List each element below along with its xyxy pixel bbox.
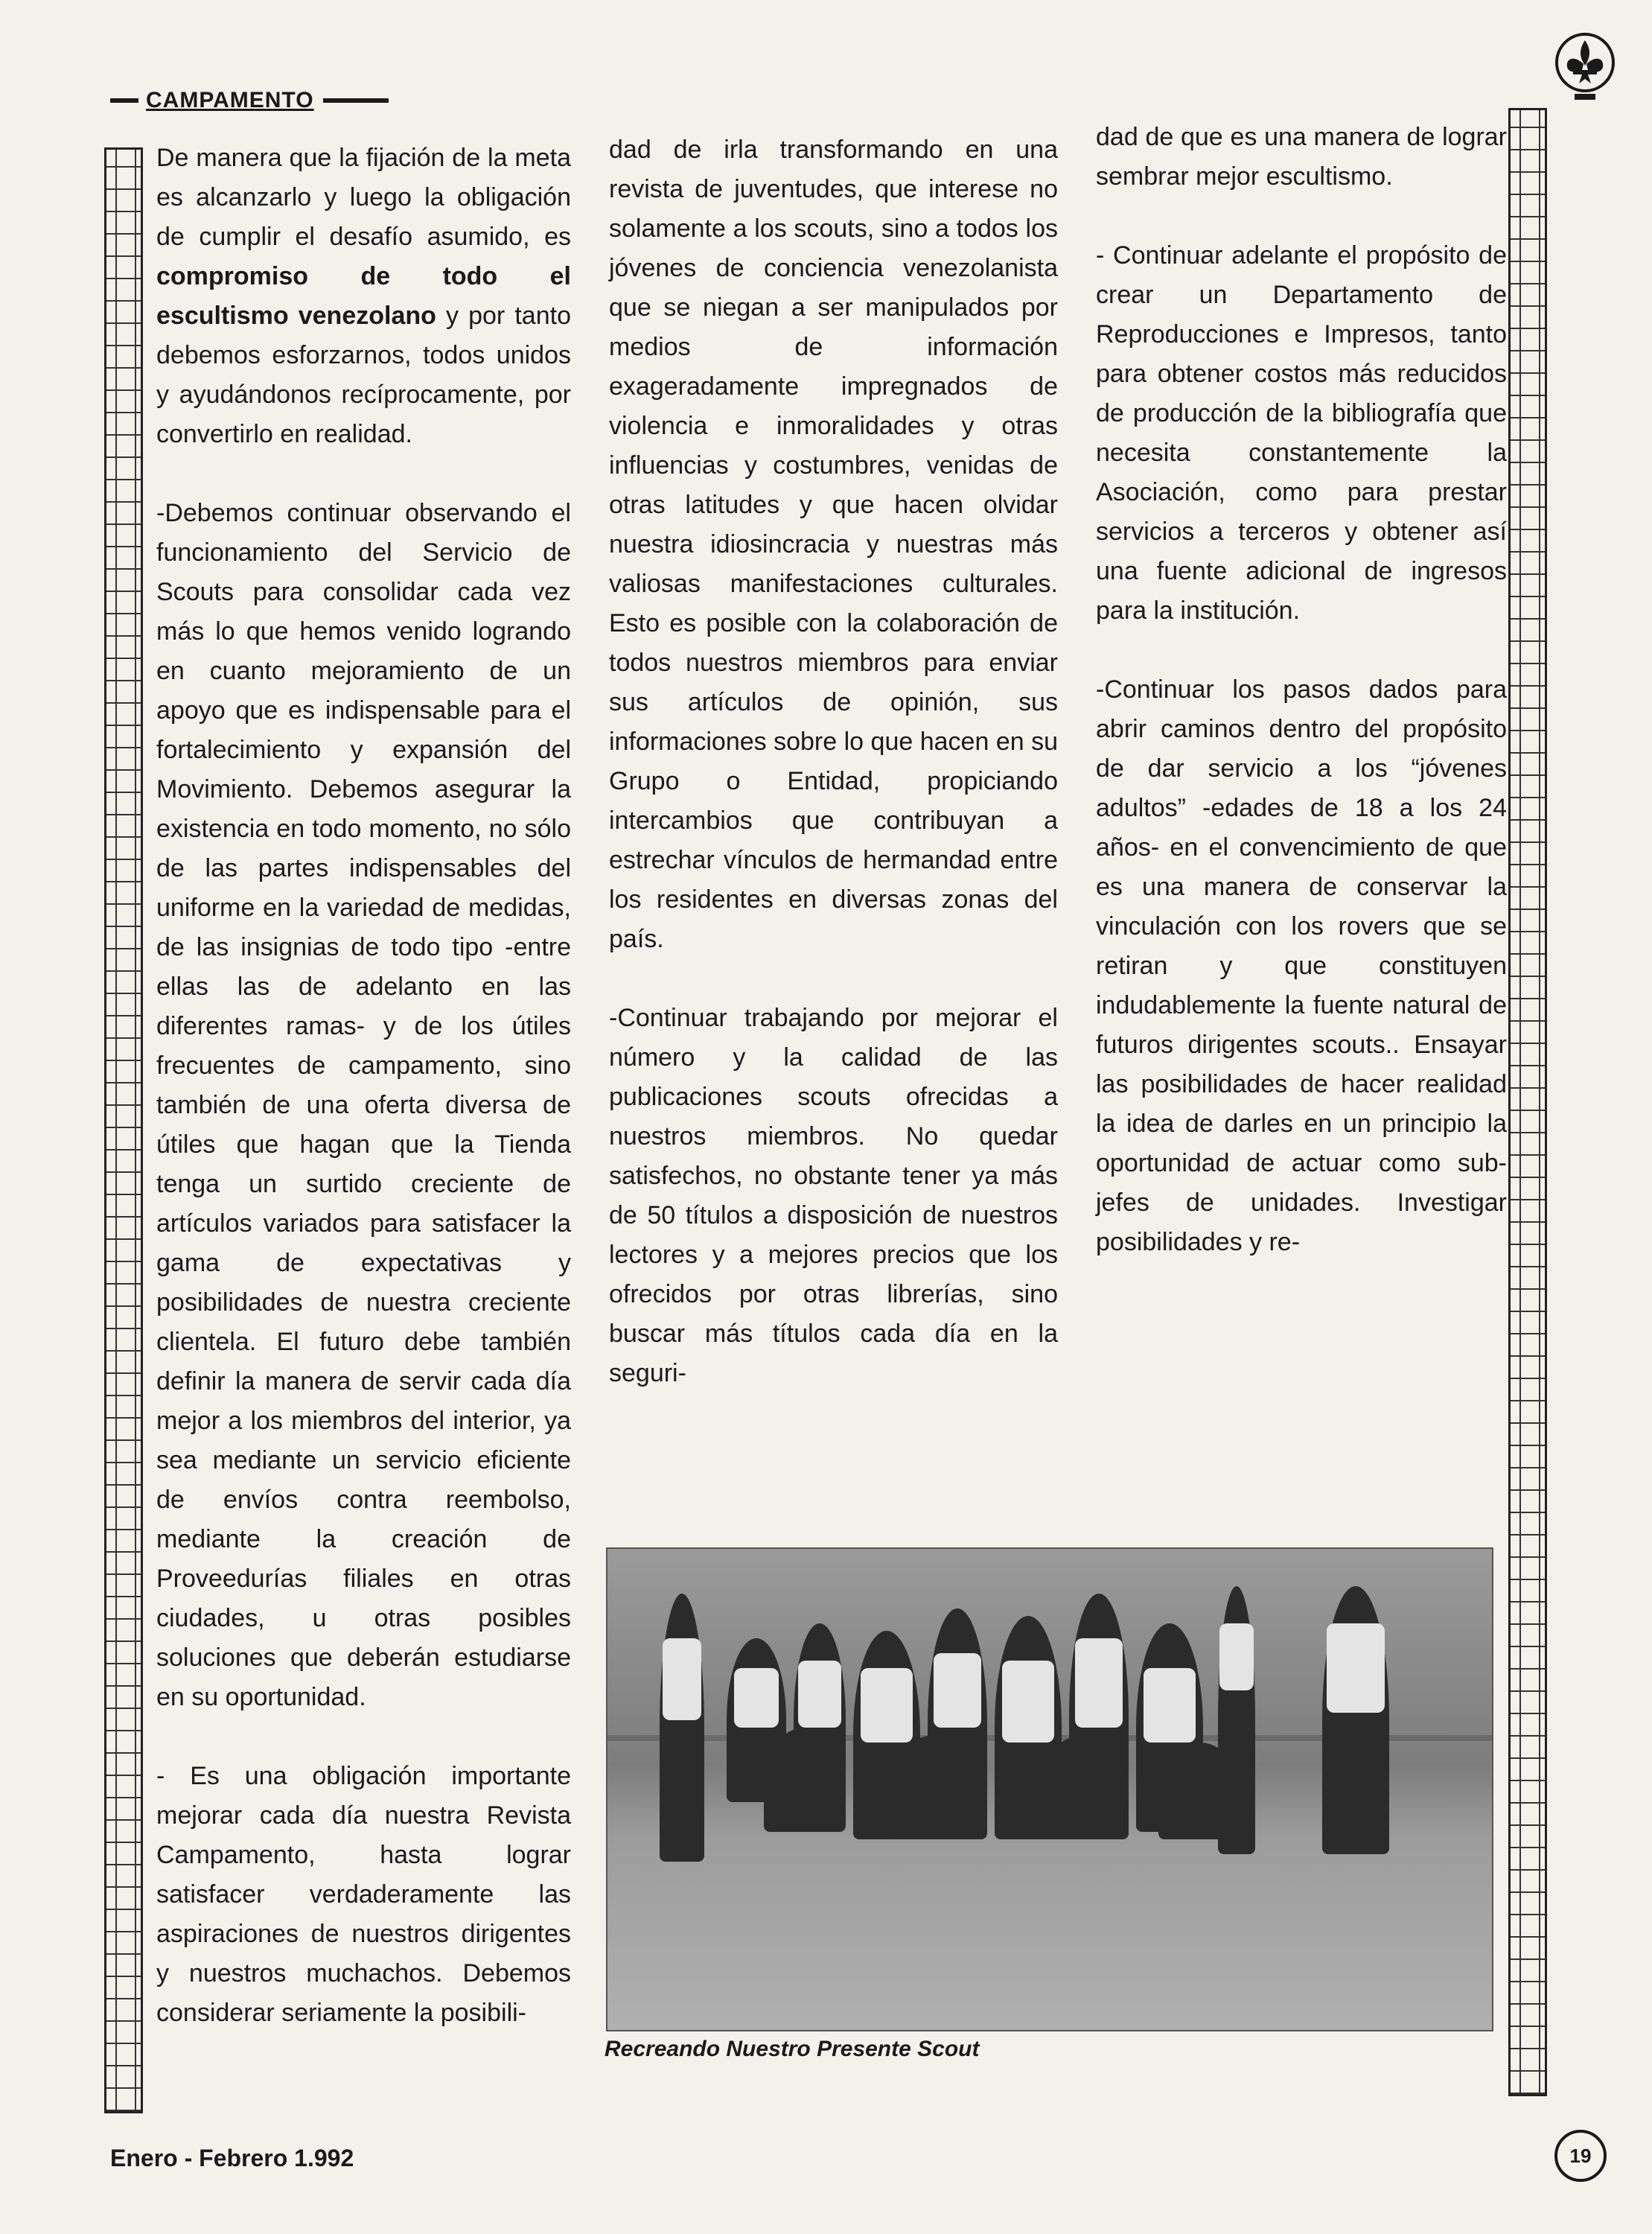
article-column-3 bbox=[1096, 118, 1507, 1302]
paragraph: -Debemos continuar observando el funcionamiento del Servicio de Scouts para consolidar cada vez más lo que hemos venido logrando en cuanto mejoramiento de un apoyo que es indispensable para el fortalecimiento y expansión del Movimiento. Debemos asegurar la existencia en todo momento, no sólo de las partes indispensables del uniforme en la variedad de medidas, de las insignias de todo tipo -entre ellas las de adelanto en las diferentes ramas- y de los útiles frecuentes de campamento, sino también de una oferta diversa de útiles que hagan que la Tienda tenga un surtido creciente de artículos variados para satisfacer la gama de expectativas y posibilidades de nuestra creciente clientela. El futuro debe también definir la manera de servir cada día mejor a los miembros del interior, ya sea mediante un servicio eficiente de envíos contra reembolso, mediante la creación de Proveedurías filiales en otras ciudades, u otras posibles soluciones que deberán estudiarse en su oportunidad. bbox=[156, 499, 571, 1711]
rope-border-right bbox=[1508, 108, 1547, 2096]
header-dash-left bbox=[110, 98, 138, 103]
paragraph: - Continuar adelante el propósito de crear un Departamento de Reproducciones e Impresos, tanto para obtener costos más reducidos de producción de la bibliografía que necesita constantemente la Asociación, como para prestar servicios a terceros y obtener así una fuente adicional de ingresos para la institución. bbox=[1096, 241, 1507, 625]
group-photo bbox=[606, 1547, 1493, 2031]
article-column-1 bbox=[156, 139, 571, 2072]
section-header bbox=[110, 88, 389, 113]
photo-caption: Recreando Nuestro Presente Scout bbox=[605, 2037, 980, 2061]
rope-border-left bbox=[104, 147, 143, 2113]
page-number: 19 bbox=[1554, 2130, 1607, 2182]
section-label: CAMPAMENTO bbox=[146, 88, 314, 112]
scout-fleur-de-lis-icon bbox=[1552, 30, 1618, 104]
paragraph: dad de que es una manera de lograr sembrar mejor escultismo. bbox=[1096, 123, 1507, 191]
paragraph: -Continuar los pasos dados para abrir caminos dentro del propósito de dar servicio a los “jóvenes adultos” -edades de 18 a los 24 años- en el convencimiento de que es una manera de conservar la vinculación con los rovers que se retiran y que constituyen indudablemente la fuente natural de futuros dirigentes scouts.. Ensayar las posibilidades de hacer realidad la idea de darles en un principio la oportunidad de actuar como sub-jefes de unidades. Investigar posibilidades y re- bbox=[1096, 675, 1507, 1256]
paragraph: - Es una obligación importante mejorar cada día nuestra Revista Campamento, hasta lograr satisfacer verdaderamente las aspiraciones de nuestros dirigentes y nuestros muchachos. Debemos considerar seriamente la posibili- bbox=[156, 1762, 571, 2027]
paragraph: dad de irla transformando en una revista de juventudes, que interese no solamente a los scouts, sino a todos los jóvenes de conciencia venezolanista que se niegan a ser manipulados por medios de información exageradamente impregnados de violencia e inmoralidades y otras influencias y costumbres, venidas de otras latitudes y que hacen olvidar nuestra idiosincracia y nuestras más valiosas manifestaciones culturales. Esto es posible con la colaboración de todos nuestros miembros para enviar sus artículos de opinión, sus informaciones sobre lo que hacen en su Grupo o Entidad, propiciando intercambios que contribuyan a estrechar vínculos de hermandad entre los residentes en diversas zonas del país. bbox=[609, 136, 1058, 953]
scout-group bbox=[652, 1579, 1419, 1891]
emphasis-text: compromiso de todo el escultismo venezolano bbox=[156, 262, 571, 330]
header-dash-right bbox=[323, 98, 389, 103]
article-column-2 bbox=[609, 130, 1058, 1433]
issue-date: Enero - Febrero 1.992 bbox=[110, 2145, 354, 2171]
paragraph: -Continuar trabajando por mejorar el número y la calidad de las publicaciones scouts ofrecidas a nuestros miembros. No quedar satisfechos, no obstante tener ya más de 50 títulos a disposición de nuestros lectores y a mejores precios que los ofrecidos por otras librerías, sino buscar más títulos cada día en la seguri- bbox=[609, 1004, 1058, 1387]
paragraph: De manera que la fijación de la meta es alcanzarlo y luego la obligación de cumplir el desafío asumido, es compromiso de todo el escultismo venezolano y por tanto debemos esforzarnos, todos unidos y ayudándonos recíprocamente, por convertirlo en realidad. bbox=[156, 144, 571, 448]
